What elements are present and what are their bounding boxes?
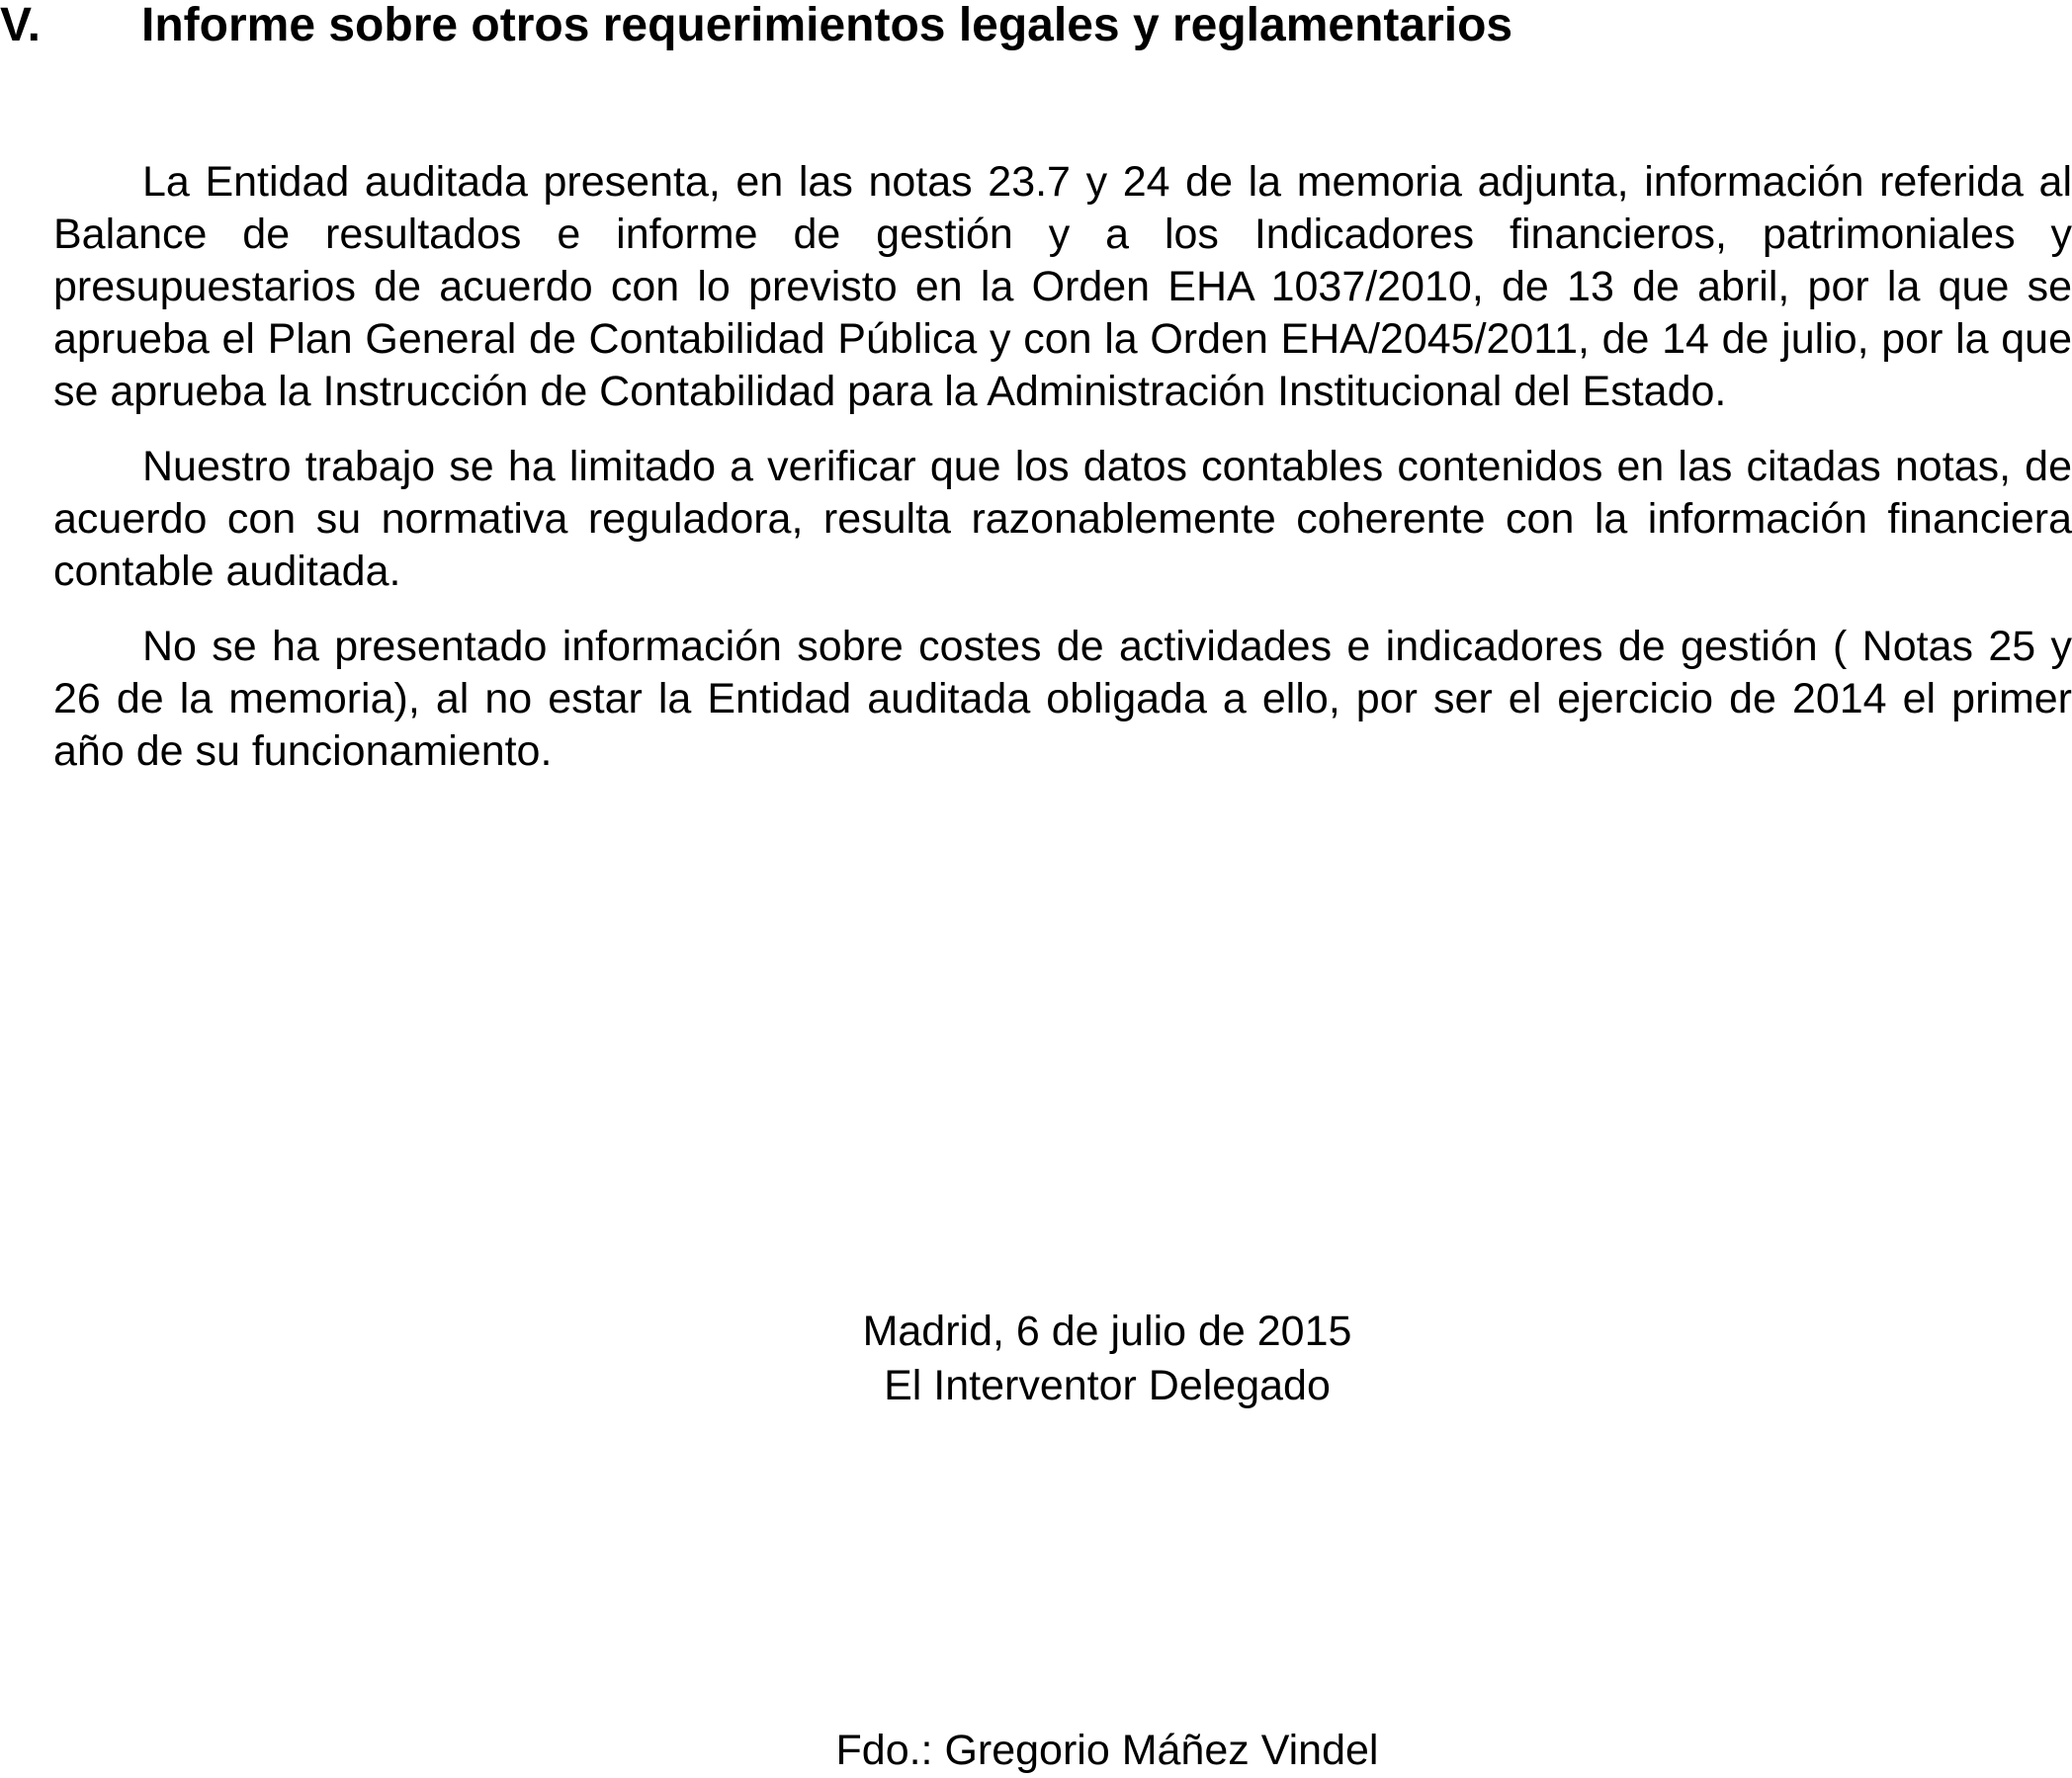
paragraph-work-scope: Nuestro trabajo se ha limitado a verificar que los datos contables contenidos en las citadas notas, de acuerdo con su normativa reguladora, resulta razonablemente coherente con la información financiera contable auditada.: [53, 443, 2072, 595]
place-date: Madrid, 6 de julio de 2015: [862, 1308, 1352, 1355]
section-title: Informe sobre otros requerimientos legales y reglamentarios: [141, 0, 1513, 51]
signer-role: El Interventor Delegado: [884, 1362, 1331, 1409]
signature-line: Fdo.: Gregorio Máñez Vindel: [835, 1727, 1379, 1774]
body-text: [53, 156, 2072, 801]
paragraph-notes-information: La Entidad auditada presenta, en las notas 23.7 y 24 de la memoria adjunta, información referida al Balance de resultados e informe de gestión y a los Indicadores financieros, patrimoniales y presupuestarios de acuerdo con lo previsto en la Orden EHA 1037/2010, de 13 de abril, por la que se aprueba el Plan General de Contabilidad Pública y con la Orden EHA/2045/2011, de 14 de julio, por la que se aprueba la Instrucción de Contabilidad para la Administración Institucional del Estado.: [53, 158, 2072, 415]
section-number: V.: [0, 0, 41, 51]
paragraph-costs-indicators: No se ha presentado información sobre costes de actividades e indicadores de gestión ( Notas 25 y 26 de la memoria), al no estar la Entidad auditada obligada a ello, por ser el ejercicio de 2014 el primer año de su funcionamiento.: [53, 623, 2072, 775]
